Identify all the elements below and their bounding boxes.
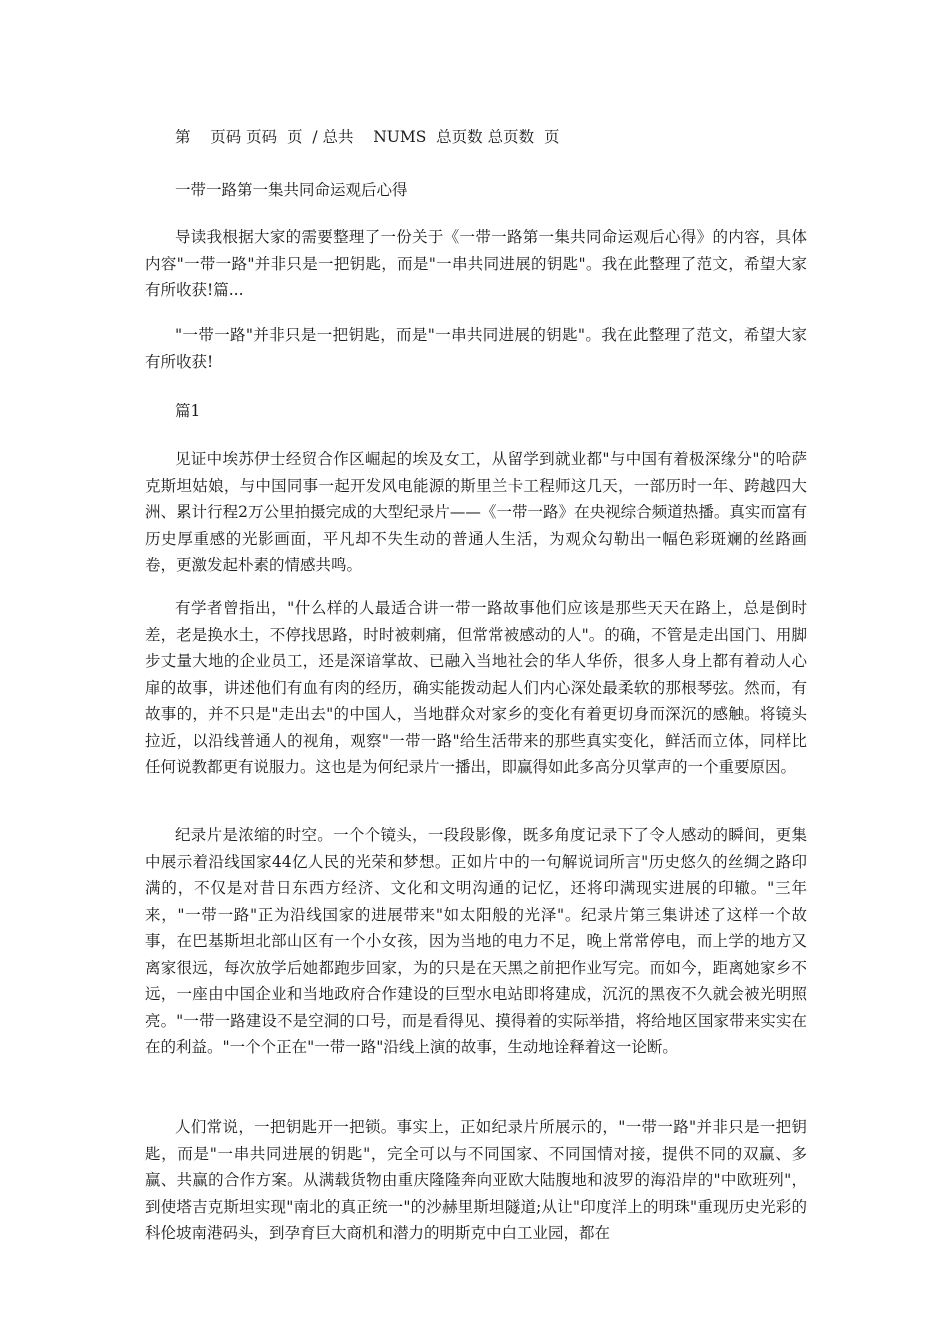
- document-title: 一带一路第一集共同命运观后心得: [175, 181, 408, 199]
- body-paragraph: 纪录片是浓缩的时空。一个个镜头，一段段影像，既多角度记录下了令人感动的瞬间，更集中展示着沿线国家44亿人民的光荣和梦想。正如片中的一句解说词所言"历史悠久的丝绸之路印满的，不仅是对昔日东西方经济、文化和文明沟通的记忆，还将印满现实进展的印辙。"三年来，"一带一路"正为沿线国家的进展带来"如太阳般的光泽"。纪录片第三集讲述了这样一个故事，在巴基斯坦北部山区有一个小女孩，因为当地的电力不足，晚上常常停电，而上学的地方又离家很远，每次放学后她都跑步回家，为的只是在天黑之前把作业写完。而如今，距离她家乡不远，一座由中国企业和当地政府合作建设的巨型水电站即将建成，沉沉的黑夜不久就会被光明照亮。"一带一路建设不是空洞的口号，而是看得见、摸得着的实际举措，将给地区国家带来实实在在的利益。"一个个正在"一带一路"沿线上演的故事，生动地诠释着这一论断。: [145, 826, 807, 1056]
- intro-paragraph: 导读我根据大家的需要整理了一份关于《一带一路第一集共同命运观后心得》的内容，具体内容"一带一路"并非只是一把钥匙，而是"一串共同进展的钥匙"。我在此整理了范文，希望大家有所收获!篇...: [145, 228, 807, 299]
- body-paragraph: 见证中埃苏伊士经贸合作区崛起的埃及女工，从留学到就业都"与中国有着极深缘分"的哈萨克斯坦姑娘，与中国同事一起开发风电能源的斯里兰卡工程师这几天，一部历时一年、跨越四大洲、累计行程2万公里拍摄完成的大型纪录片——《一带一路》在央视综合频道热播。真实而富有历史厚重感的光影画面，平凡却不失生动的普通人生活，为观众勾勒出一幅色彩斑斓的丝路画卷，更激发起朴素的情感共鸣。: [145, 450, 807, 574]
- page-header: 第 页码 页码 页 / 总共 NUMS 总页数 总页数 页: [175, 128, 560, 146]
- summary-paragraph: "一带一路"并非只是一把钥匙，而是"一串共同进展的钥匙"。我在此整理了范文，希望大家有所收获!: [145, 326, 807, 371]
- body-paragraph: 有学者曾指出，"什么样的人最适合讲一带一路故事他们应该是那些天天在路上，总是倒时差，老是换水土，不停找思路，时时被刺痛，但常常被感动的人"。的确，不管是走出国门、用脚步丈量大地的企业员工，还是深谙掌故、已融入当地社会的华人华侨，很多人身上都有着动人心扉的故事，讲述他们有血有肉的经历，确实能拨动起人们内心深处最柔软的那根琴弦。然而，有故事的，并不只是"走出去"的中国人，当地群众对家乡的变化有着更切身而深沉的感触。将镜头拉近，以沿线普通人的视角，观察"一带一路"给生活带来的那些真实变化，鲜活而立体，同样比任何说教都更有说服力。这也是为何纪录片一播出，即赢得如此多高分贝掌声的一个重要原因。: [145, 599, 807, 776]
- body-paragraph: 人们常说，一把钥匙开一把锁。事实上，正如纪录片所展示的，"一带一路"并非只是一把钥匙，而是"一串共同进展的钥匙"，完全可以与不同国家、不同国情对接，提供不同的双赢、多赢、共赢的合作方案。从满载货物由重庆隆隆奔向亚欧大陆腹地和波罗的海沿岸的"中欧班列"，到使塔吉克斯坦实现"南北的真正统一"的沙赫里斯坦隧道;从让"印度洋上的明珠"重现历史光彩的科伦坡南港码头，到孕育巨大商机和潜力的明斯克中白工业园，都在: [145, 1118, 807, 1242]
- section-label: 篇1: [175, 402, 201, 420]
